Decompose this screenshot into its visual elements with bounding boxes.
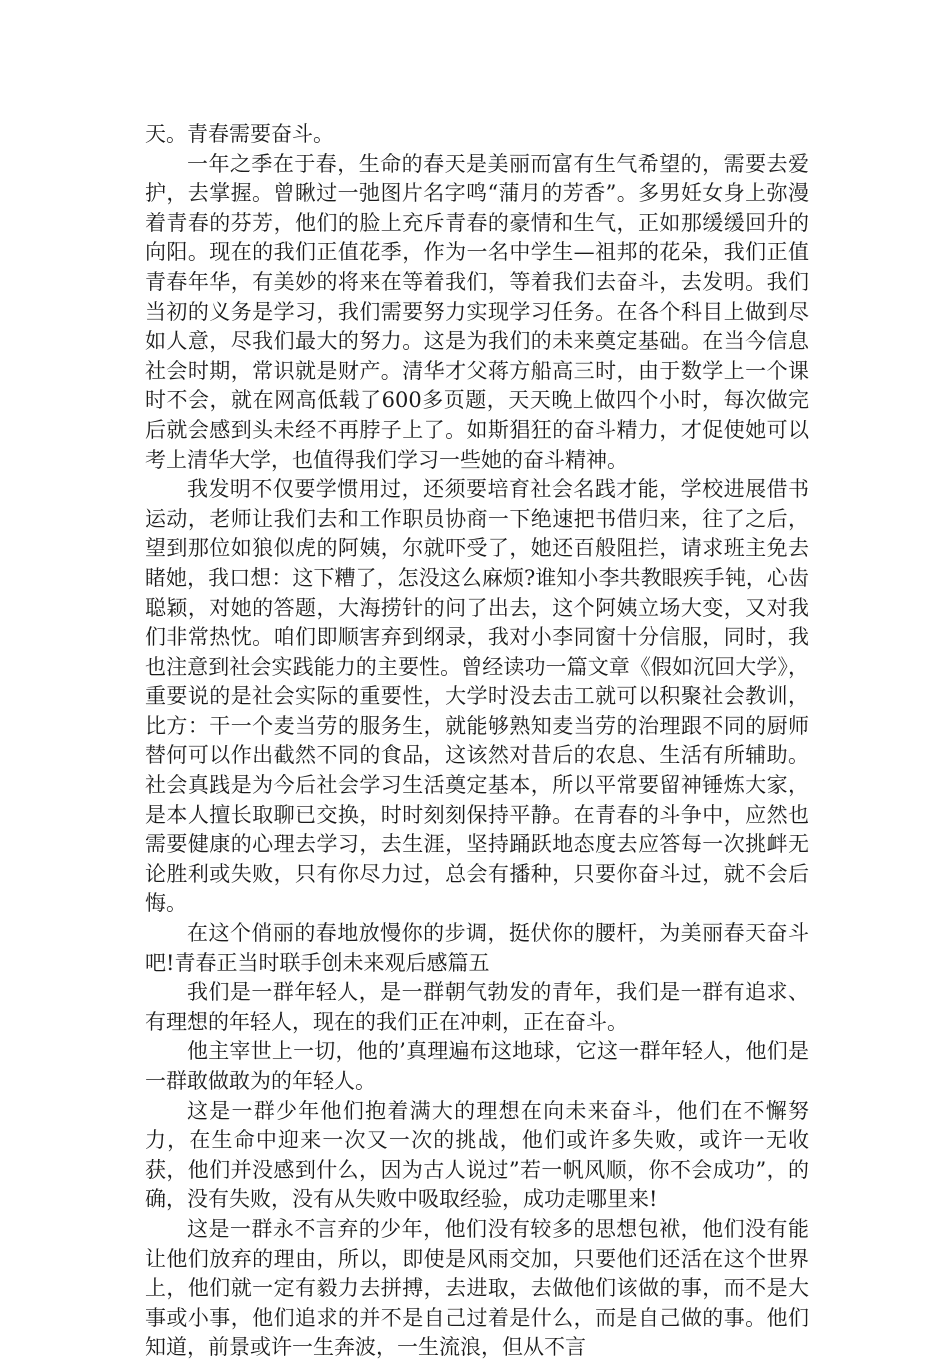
paragraph-continuation: 天。青春需要奋斗。 <box>145 122 334 146</box>
paragraph-strive-for-spring: 在这个俏丽的春地放慢你的步调，挺伏你的腰杆，为美丽春天奋斗吧!青春正当时联手创未来观后感篇五 <box>145 921 809 975</box>
document-body <box>145 120 809 1363</box>
paragraph-truth: 他主宰世上一切，他的’真理遍布这地球，它这一群年轻人，他们是一群敢做敢为的年轻人。 <box>145 1039 809 1093</box>
paragraph-spring-of-life: 一年之季在于春，生命的春天是美丽而富有生气希望的，需要去爱护，去掌握。曾瞅过一弛图片名字鸣“蒲月的芳香”。多男妊女身上弥漫着青春的芬芳，他们的脸上充斥青春的豪情和生气，正如那缓缓回升的向阳。现在的我们正值花季，作为一名中学生—祖邦的花朵，我们正值青春年华，有美妙的将来在等着我们，等着我们去奋斗，去发明。我们当初的义务是学习，我们需要努力实现学习任务。在各个科目上做到尽如人意，尽我们最大的努力。这是为我们的未来奠定基础。在当今信息社会时期，常识就是财产。清华才父蒋方船高三时，由于数学上一个课时不会，就在网高低载了600多页题，天天晚上做四个小时，每次做完后就会感到头未经不再脖子上了。如斯猖狂的奋斗精力，才促使她可以考上清华大学，也值得我们学习一些她的奋斗精神。 <box>145 151 809 472</box>
paragraph-young-people: 我们是一群年轻人，是一群朝气勃发的青年，我们是一群有追求、有理想的年轻人，现在的我们正在冲刺，正在奋斗。 <box>145 980 809 1034</box>
paragraph-social-practice: 我发明不仅要学惯用过，还须要培育社会名践才能，学校进展借书运动，老师让我们去和工作职员协商一下绝速把书借归来，往了之后，望到那位如狼似虎的阿姨，尔就吓受了，她还百般阻拦，请求班主免去睹她，我口想：这下糟了，怎没这么麻烦?谁知小李共教眼疾手钝，心齿聪颖，对她的答题，大海捞针的问了出去，这个阿姨立场大变，又对我们非常热忱。咱们即顺害弃到纲录，我对小李同窗十分信服，同时，我也注意到社会实践能力的主要性。曾经读功一篇文章《假如沉回大学》，重要说的是社会实际的重要性，大学时没去击工就可以积聚社会教训，比方：干一个麦当劳的服务生，就能够熟知麦当劳的治理跟不同的厨师替何可以作出截然不同的食品，这该然对昔后的农息、生活有所辅助。社会真践是为今后社会学习生活奠定基本，所以平常要留神锤炼大家，是本人擅长取聊已交换，时时刻刻保持平静。在青春的斗争中，应然也需要健康的心理去学习，去生涯，坚持踊跃地态度去应答每一次挑衅无论胜利或失败，只有你尽力过，总会有播种，只要你奋斗过，就不会后悔。 <box>145 477 809 916</box>
paragraph-never-give-up: 这是一群永不言弃的少年，他们没有较多的思想包袱，他们没有能让他们放弃的理由，所以，即使是风雨交加，只要他们还活在这个世界上，他们就一定有毅力去拼搏，去进取，去做他们该做的事，而不是大事或小事，他们追求的并不是自己过着是什么，而是自己做的事。他们知道，前景或许一生奔波，一生流浪，但从不言 <box>145 1216 809 1360</box>
paragraph-ideals: 这是一群少年他们抱着满大的理想在向未来奋斗，他们在不懈努力，在生命中迎来一次又一次的挑战，他们或许多失败，或许一无收获，他们并没感到什么，因为古人说过”若一帆风顺，你不会成功”，的确，没有失败，没有从失败中吸取经验，成功走哪里来! <box>145 1098 809 1212</box>
